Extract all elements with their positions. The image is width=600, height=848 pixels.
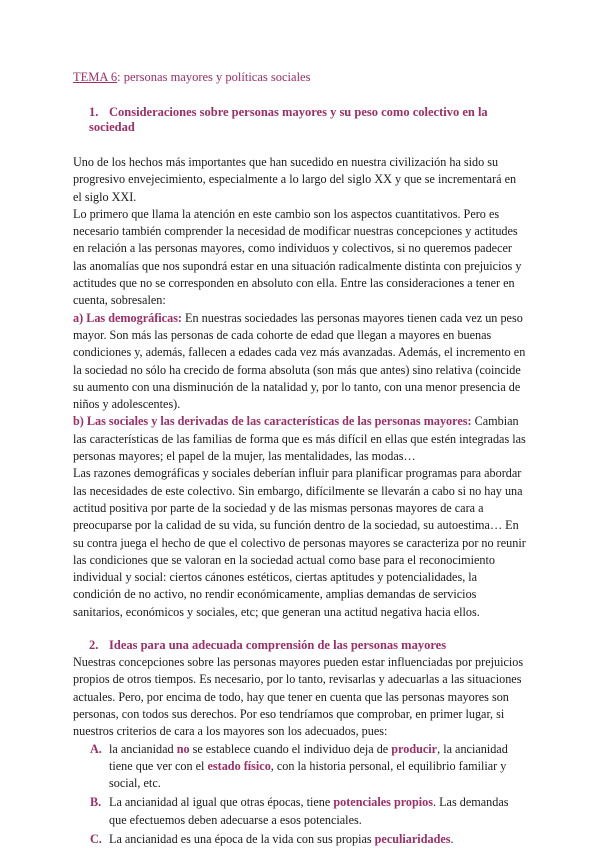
- list-item-c-text-2: .: [450, 831, 454, 846]
- section-2-heading-text: Ideas para una adecuada comprensión de las personas mayores: [109, 638, 447, 653]
- list-item-a-text-3: , la ancianidad tiene que ver con el: [109, 741, 508, 773]
- keyword-estado-fisico: estado físico: [207, 758, 271, 773]
- item-b-label: b) Las sociales y las derivadas de las características de las personas mayores:: [73, 414, 472, 429]
- title-rest: : personas mayores y políticas sociales: [117, 70, 311, 84]
- list-marker-a: A.: [90, 741, 102, 756]
- title-prefix: TEMA 6: [73, 70, 118, 84]
- keyword-producir: producir: [391, 741, 438, 756]
- keyword-no: no: [176, 741, 190, 756]
- list-item-c-text-1: La ancianidad es una época de la vida con sus propias: [109, 831, 375, 846]
- list-item-a-text-4: , con la historia personal, el equilibrio familiar y social, etc.: [109, 758, 507, 791]
- section-1-paragraph-1: Uno de los hechos más importantes que han sucedido en nuestra civilización ha sido su progresivo envejecimiento, especialmente a lo largo del siglo XX y que se incrementará en el siglo XXI.: [73, 155, 517, 204]
- section-1-item-a: [73, 310, 526, 414]
- list-item-a-text-1: la ancianidad: [109, 741, 177, 756]
- list-item-a-text-2: se establece cuando el individuo deja de: [189, 741, 392, 756]
- section-2-paragraph-1: Nuestras concepciones sobre las personas mayores pueden estar influenciadas por prejuicios propios de otros tiempos. Es necesario, por lo tanto, revisarlas y adecuarlas a las situaciones actuales. Pero, por encima de todo, hay que tener en cuenta que las personas mayores son personas, con todos sus derechos. Por eso tendríamos que comprobar, en primer lugar, si nuestros criterios de cara a los mayores son los adecuados, pues:: [73, 655, 524, 739]
- item-b-text: Cambian las características de las familias de forma que es más difícil en ellas que estén integradas las personas mayores; el papel de la mujer, las mentalidades, las modas…: [73, 414, 526, 464]
- section-1-heading: [89, 105, 526, 135]
- list-item-b: [73, 794, 526, 829]
- list-marker-b: B.: [90, 795, 102, 810]
- item-a-text: En nuestras sociedades las personas mayores tienen cada vez un peso mayor. Son más las personas de cada cohorte de edad que llegan a mayores en buenas condiciones y, además, fallecen a edades cada vez más avanzadas. Además, el incremento en la sociedad no sólo ha crecido de forma absoluta (son más que antes) sino relativa (coincide su aumento con una disminución de la natalidad y, por lo tanto, con una menor presencia de niños y adolescentes).: [73, 310, 526, 412]
- list-item-b-text-2: . Las demandas que efectuemos deben adecuarse a esos potenciales.: [109, 795, 509, 827]
- keyword-peculiaridades: peculiaridades: [374, 831, 451, 846]
- section-1-heading-text: Consideraciones sobre personas mayores y su peso como colectivo en la sociedad: [89, 105, 488, 134]
- document-title: [73, 70, 526, 85]
- item-a-label: a) Las demográficas:: [73, 310, 182, 325]
- section-1-item-b: [73, 413, 526, 465]
- list-item-b-text-1: La ancianidad al igual que otras épocas, tiene: [109, 795, 334, 810]
- section-1-paragraph-2: Lo primero que llama la atención en este cambio son los aspectos cuantitativos. Pero es necesario también comprender la necesidad de modificar nuestras concepciones y actitudes en relación a las personas mayores, como individuos y colectivos, si no queremos padecer las anomalías que nos supondrá estar en una situación radicalmente distinta con prejuicios y actitudes que no se corresponden en absoluto con ella. Entre las consideraciones a tener en cuenta, sobresalen:: [73, 206, 522, 308]
- section-2-heading: [89, 638, 526, 653]
- section-1-paragraph-3: Las razones demográficas y sociales deberían influir para planificar programas para abordar las necesidades de este colectivo. Sin embargo, difícilmente se llevarán a cabo si no hay una actitud positiva por parte de la sociedad y de las mismas personas mayores de cara a preocuparse por la calidad de su vida, su función dentro de la sociedad, su autoestima… En su contra juega el hecho de que el colectivo de personas mayores se caracteriza por no reunir las condiciones que se valoran en la sociedad actual como base para el reconocimiento individual y social: ciertos cánones estéticos, ciertas aptitudes y potencialidades, la condición de no activo, no rendir económicamente, amplias demandas de servicios sanitarios, económicos y sociales, etc; que generan una actitud negativa hacia ellos.: [73, 466, 526, 619]
- section-2-number: 2.: [89, 638, 99, 653]
- list-marker-c: C.: [90, 831, 102, 846]
- list-item-c: [73, 831, 526, 848]
- section-2-list: [73, 741, 526, 848]
- keyword-potenciales-propios: potenciales propios: [333, 795, 434, 810]
- list-item-a: [73, 741, 526, 793]
- section-1-number: 1.: [89, 105, 99, 119]
